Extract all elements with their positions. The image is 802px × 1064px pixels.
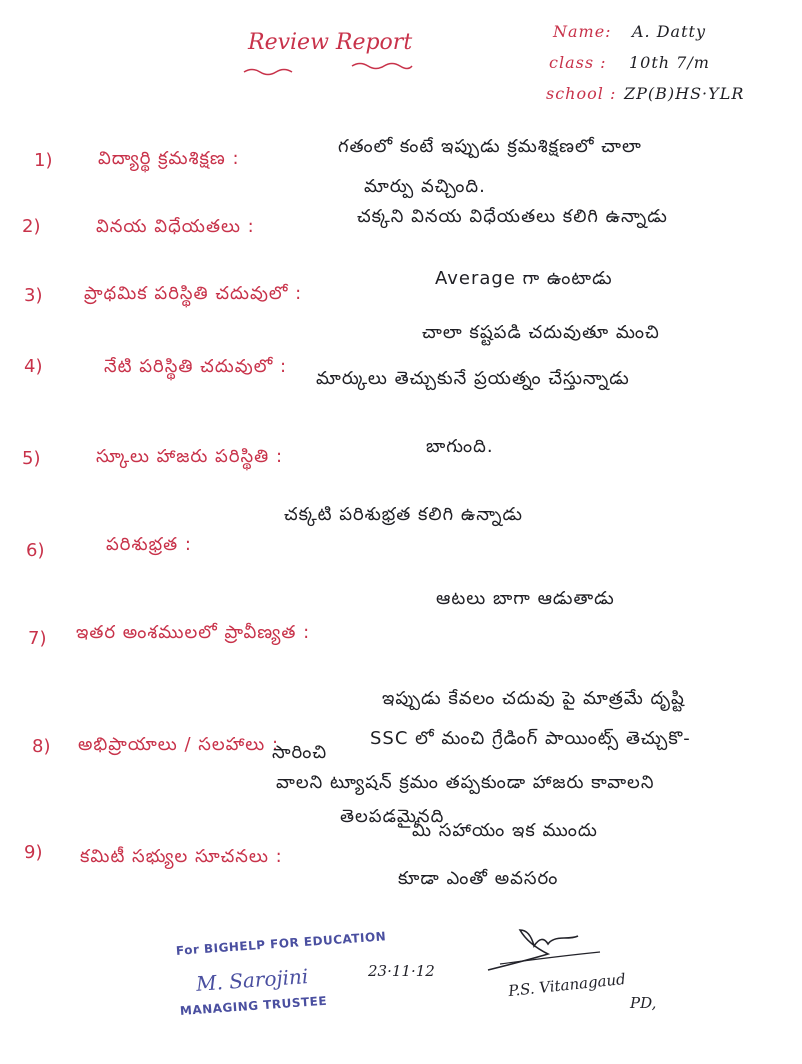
item-7-number: 7) [28, 628, 47, 649]
signer-title: PD, [630, 994, 657, 1012]
name-value: A. Datty [632, 22, 706, 41]
item-8-answer-line-3: సారించి [272, 742, 328, 763]
item-6-number: 6) [26, 540, 45, 561]
item-8-answer-line-5: తెలపడమైనది [340, 806, 445, 827]
item-1-answer-line-2: మార్పు వచ్చింది. [364, 176, 486, 197]
item-5-label: స్కూలు హాజరు పరిస్థితి : [96, 446, 284, 467]
item-1-label: విద్యార్థి క్రమశిక్షణ : [98, 148, 240, 169]
item-2-answer-line-1: చక్కని వినయ విధేయతలు కలిగి ఉన్నాడు [357, 206, 668, 227]
item-3-answer-line-1: Average గా ఉంటాడు [435, 268, 613, 289]
stamp-title: MANAGING TRUSTEE [179, 993, 328, 1018]
page-title: Review Report [248, 30, 413, 55]
item-9-answer-line-2: కూడా ఎంతో అవసరం [398, 868, 559, 889]
item-1-answer-line-1: గతంలో కంటే ఇప్పుడు క్రమశిక్షణలో చాలా [338, 136, 642, 157]
item-2-label: వినయ విధేయతలు : [96, 216, 255, 237]
item-8-number: 8) [32, 736, 51, 757]
class-label: class : [549, 53, 607, 72]
signature-date: 23·11·12 [368, 962, 435, 980]
item-3-label: ప్రాథమిక పరిస్థితి చదువులో : [84, 283, 303, 304]
name-label: Name: [553, 22, 612, 41]
stamp-organization: For BIGHELP FOR EDUCATION [175, 929, 387, 958]
item-9-answer-line-1: మీ సహాయం ఇక ముందు [412, 820, 598, 841]
item-4-answer-line-1: చాలా కష్టపడి చదువుతూ మంచి [422, 322, 660, 343]
item-2-number: 2) [22, 216, 41, 237]
item-8-answer-line-4: వాలని ట్యూషన్ క్రమం తప్పకుండా హాజరు కావాలని [276, 772, 655, 793]
item-9-number: 9) [24, 842, 43, 863]
class-value: 10th 7/m [629, 53, 710, 72]
item-1-number: 1) [34, 150, 53, 171]
item-8-label: అభిప్రాయాలు / సలహాలు : [78, 734, 280, 755]
school-label: school : [546, 84, 617, 103]
signer-name: P.S. Vitanagaud [507, 969, 627, 1001]
item-8-answer-line-2: SSC లో మంచి గ్రేడింగ్ పాయింట్స్ తెచ్చుకొ- [370, 728, 691, 749]
item-3-number: 3) [24, 285, 43, 306]
item-4-label: నేటి పరిస్థితి చదువులో : [104, 356, 288, 377]
school-value: ZP(B)HS·YLR [624, 84, 745, 103]
item-6-answer-line-1: చక్కటి పరిశుభ్రత కలిగి ఉన్నాడు [284, 504, 524, 525]
item-4-number: 4) [24, 356, 43, 377]
item-8-answer-line-1: ఇప్పుడు కేవలం చదువు పై మాత్రమే దృష్టి [382, 688, 685, 709]
item-7-label: ఇతర అంశములలో ప్రావీణ్యత : [76, 622, 311, 643]
item-5-number: 5) [22, 448, 41, 469]
item-7-answer-line-1: ఆటలు బాగా ఆడుతాడు [436, 588, 615, 609]
item-6-label: పరిశుభ్రత : [106, 534, 192, 555]
item-5-answer-line-1: బాగుంది. [426, 436, 494, 457]
item-9-label: కమిటీ సభ్యుల సూచనలు : [80, 846, 283, 867]
item-4-answer-line-2: మార్కులు తెచ్చుకునే ప్రయత్నం చేస్తున్నాడు [316, 368, 630, 389]
stamp-signature: M. Sarojini [195, 964, 309, 996]
